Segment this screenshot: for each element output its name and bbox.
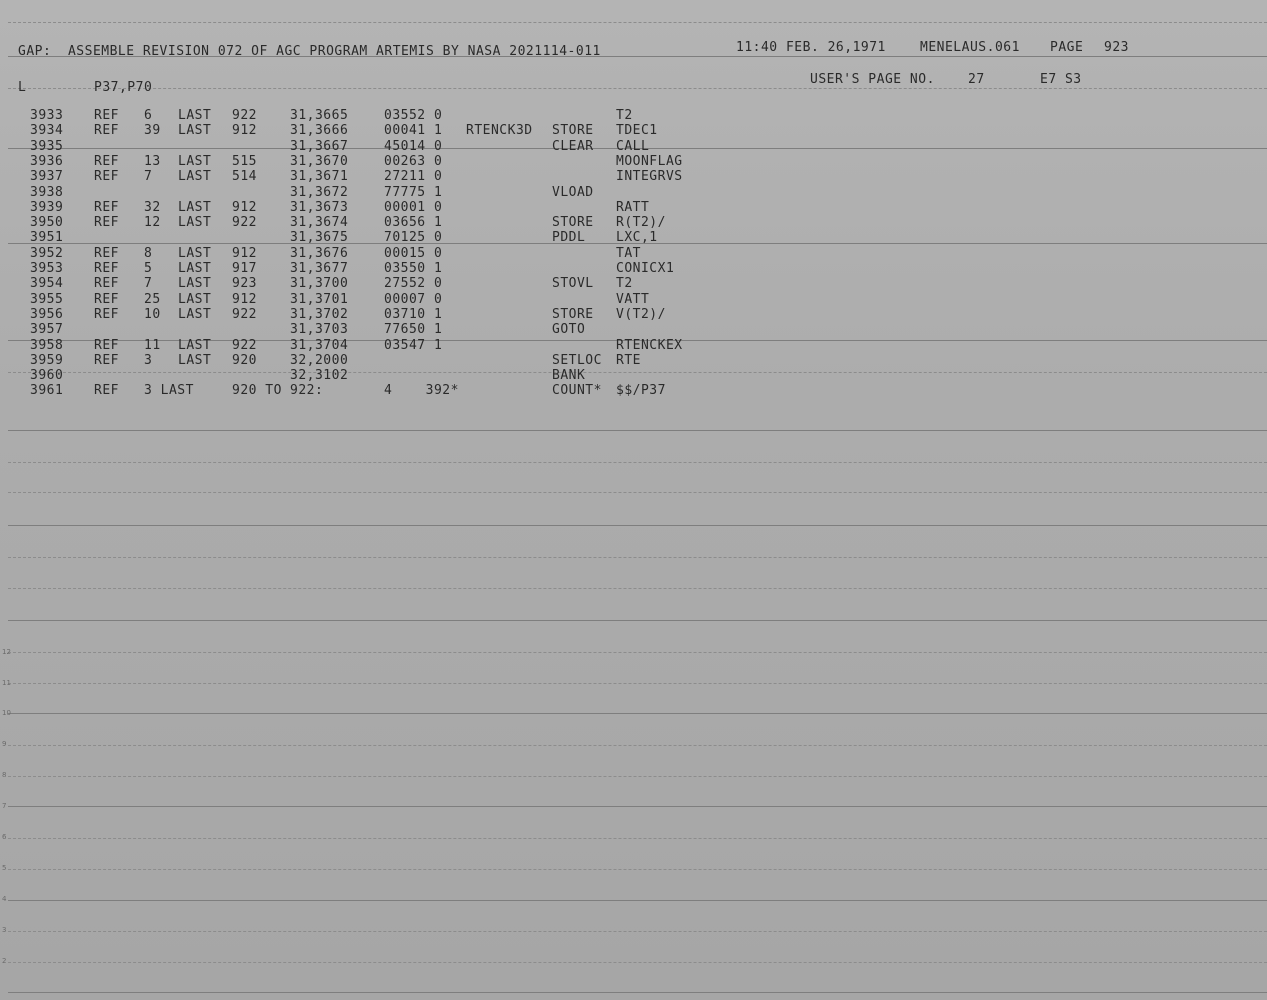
cell-last: LAST xyxy=(178,245,212,261)
cell-last: LAST xyxy=(178,276,212,292)
cell-addr: 31,3674 xyxy=(290,215,349,231)
table-row xyxy=(0,154,1267,169)
cell-page: 912 xyxy=(232,245,257,261)
cell-page: 922 xyxy=(232,306,257,322)
cell-operand: T2 xyxy=(616,108,633,123)
log-section: P37,P70 xyxy=(94,80,153,95)
source-name: MENELAUS.061 xyxy=(920,40,1020,55)
cell-line: 3955 xyxy=(30,291,64,307)
table-row xyxy=(0,139,1267,154)
cell-last: LAST xyxy=(178,123,212,139)
users-page-label: USER'S PAGE NO. xyxy=(810,72,935,87)
cell-line: 3937 xyxy=(30,169,64,185)
cell-addr: 31,3670 xyxy=(290,153,349,169)
cell-label: RTENCK3D xyxy=(466,123,533,139)
cell-ref: REF xyxy=(94,153,119,169)
margin-number: 4 xyxy=(2,895,7,903)
cell-operand: TAT xyxy=(616,245,641,261)
cell-addr: 31,3665 xyxy=(290,108,349,123)
cell-operand: V(T2)/ xyxy=(616,306,666,322)
cell-count: 32 xyxy=(144,199,161,215)
cell-count: 7 xyxy=(144,276,153,292)
table-row xyxy=(0,322,1267,337)
cell-count: 7 xyxy=(144,169,153,185)
table-row xyxy=(0,185,1267,200)
cell-ref: REF xyxy=(94,108,119,123)
cell-word: 03550 1 xyxy=(384,261,443,276)
cell-ref: REF xyxy=(94,306,119,322)
cell-line: 3958 xyxy=(30,337,64,353)
margin-number: 3 xyxy=(2,926,7,934)
cell-ref: REF xyxy=(94,352,119,368)
cell-word: 03656 1 xyxy=(384,215,443,231)
cell-last: LAST xyxy=(178,306,212,322)
cell-ref: REF xyxy=(94,276,119,292)
cell-line: 3953 xyxy=(30,261,64,276)
margin-number: 10 xyxy=(2,709,11,717)
cell-line: 3951 xyxy=(30,230,64,246)
cell-line: 3954 xyxy=(30,276,64,292)
cell-page: 922 xyxy=(232,215,257,231)
page-label: PAGE xyxy=(1050,40,1084,55)
cell-count: 3 xyxy=(144,352,153,368)
cell-op: STORE xyxy=(552,306,594,322)
cell-ref: REF xyxy=(94,337,119,353)
cell-addr: 32,2000 xyxy=(290,352,349,368)
left-mark: L xyxy=(18,80,27,95)
cell-op: COUNT* xyxy=(552,383,602,399)
cell-last: LAST xyxy=(178,215,212,231)
margin-number: 12 xyxy=(2,648,11,656)
cell-ref: REF xyxy=(94,123,119,139)
cell-count: 10 xyxy=(144,306,161,322)
cell-ref: REF xyxy=(94,199,119,215)
cell-last: LAST xyxy=(178,108,212,123)
cell-operand: CALL xyxy=(616,138,650,154)
cell-count: 39 xyxy=(144,123,161,139)
cell-count: 25 xyxy=(144,291,161,307)
cell-count: 3 LAST xyxy=(144,383,194,399)
cell-page: 922 xyxy=(232,108,257,123)
cell-last: LAST xyxy=(178,337,212,353)
cell-word: 00007 0 xyxy=(384,291,443,307)
cell-addr: 31,3703 xyxy=(290,322,349,338)
cell-addr: 31,3701 xyxy=(290,291,349,307)
cell-addr: 31,3675 xyxy=(290,230,349,246)
cell-ref: REF xyxy=(94,383,119,399)
cell-operand: TDEC1 xyxy=(616,123,658,139)
table-row xyxy=(0,261,1267,276)
cell-operand: VATT xyxy=(616,291,650,307)
cell-ref: REF xyxy=(94,245,119,261)
cell-op: CLEAR xyxy=(552,138,594,154)
cell-addr: 31,3677 xyxy=(290,261,349,276)
cell-operand: LXC,1 xyxy=(616,230,658,246)
cell-last: LAST xyxy=(178,291,212,307)
table-row xyxy=(0,123,1267,138)
cell-last: LAST xyxy=(178,153,212,169)
cell-count: 12 xyxy=(144,215,161,231)
cell-line: 3933 xyxy=(30,108,64,123)
cell-page: 912 xyxy=(232,123,257,139)
table-row xyxy=(0,353,1267,368)
cell-ref: REF xyxy=(94,169,119,185)
cell-word: 00263 0 xyxy=(384,153,443,169)
cell-op: VLOAD xyxy=(552,184,594,200)
cell-line: 3960 xyxy=(30,368,64,384)
cell-last: LAST xyxy=(178,261,212,276)
cell-line: 3938 xyxy=(30,184,64,200)
cell-page: 920 xyxy=(232,352,257,368)
cell-op: STORE xyxy=(552,215,594,231)
cell-addr: 31,3676 xyxy=(290,245,349,261)
table-row xyxy=(0,246,1267,261)
cell-operand: MOONFLAG xyxy=(616,153,683,169)
cell-line: 3957 xyxy=(30,322,64,338)
cell-line: 3952 xyxy=(30,245,64,261)
cell-word: 70125 0 xyxy=(384,230,443,246)
users-page-number: 27 xyxy=(968,72,985,87)
cell-op: STORE xyxy=(552,123,594,139)
section-code: E7 S3 xyxy=(1040,72,1082,87)
cell-addr: 31,3700 xyxy=(290,276,349,292)
cell-page: 923 xyxy=(232,276,257,292)
cell-word: 00015 0 xyxy=(384,245,443,261)
cell-op: BANK xyxy=(552,368,586,384)
cell-addr: 31,3666 xyxy=(290,123,349,139)
cell-op: PDDL xyxy=(552,230,586,246)
cell-page: 917 xyxy=(232,261,257,276)
cell-word: 4 392* xyxy=(384,383,459,399)
cell-addr: 31,3667 xyxy=(290,138,349,154)
cell-word: 03710 1 xyxy=(384,306,443,322)
cell-operand: RTENCKEX xyxy=(616,337,683,353)
cell-line: 3950 xyxy=(30,215,64,231)
cell-addr: 922: xyxy=(290,383,324,399)
cell-line: 3956 xyxy=(30,306,64,322)
margin-number: 5 xyxy=(2,864,7,872)
margin-number: 8 xyxy=(2,771,7,779)
cell-ref: REF xyxy=(94,261,119,276)
margin-number: 7 xyxy=(2,802,7,810)
table-row xyxy=(0,383,1267,398)
cell-last: LAST xyxy=(178,169,212,185)
cell-word: 27211 0 xyxy=(384,169,443,185)
cell-word: 00001 0 xyxy=(384,199,443,215)
table-row xyxy=(0,200,1267,215)
table-row xyxy=(0,276,1267,291)
cell-line: 3936 xyxy=(30,153,64,169)
cell-ref: REF xyxy=(94,291,119,307)
cell-op: SETLOC xyxy=(552,352,602,368)
cell-line: 3959 xyxy=(30,352,64,368)
cell-ref: REF xyxy=(94,215,119,231)
table-row xyxy=(0,368,1267,383)
cell-operand: INTEGRVS xyxy=(616,169,683,185)
cell-count: 6 xyxy=(144,108,153,123)
cell-word: 00041 1 xyxy=(384,123,443,139)
cell-operand: T2 xyxy=(616,276,633,292)
timestamp: 11:40 FEB. 26,1971 xyxy=(736,40,886,55)
cell-count: 13 xyxy=(144,153,161,169)
cell-line: 3934 xyxy=(30,123,64,139)
margin-number: 2 xyxy=(2,957,7,965)
assembly-title: GAP: ASSEMBLE REVISION 072 OF AGC PROGRAM ARTEMIS BY NASA 2021114-011 xyxy=(18,44,601,59)
cell-page: 912 xyxy=(232,291,257,307)
margin-number: 6 xyxy=(2,833,7,841)
cell-page: 912 xyxy=(232,199,257,215)
cell-addr: 31,3702 xyxy=(290,306,349,322)
cell-word: 03547 1 xyxy=(384,337,443,353)
margin-number: 9 xyxy=(2,740,7,748)
cell-addr: 31,3671 xyxy=(290,169,349,185)
cell-line: 3939 xyxy=(30,199,64,215)
cell-addr: 31,3673 xyxy=(290,199,349,215)
table-row xyxy=(0,230,1267,245)
table-row xyxy=(0,215,1267,230)
cell-word: 45014 0 xyxy=(384,138,443,154)
cell-page: 922 xyxy=(232,337,257,353)
cell-word: 27552 0 xyxy=(384,276,443,292)
cell-operand: CONICX1 xyxy=(616,261,675,276)
cell-count: 11 xyxy=(144,337,161,353)
cell-page: 920 TO xyxy=(232,383,282,399)
table-row xyxy=(0,338,1267,353)
cell-operand: RTE xyxy=(616,352,641,368)
cell-operand: R(T2)/ xyxy=(616,215,666,231)
cell-last: LAST xyxy=(178,199,212,215)
cell-op: GOTO xyxy=(552,322,586,338)
cell-word: 77650 1 xyxy=(384,322,443,338)
cell-count: 5 xyxy=(144,261,153,276)
cell-page: 514 xyxy=(232,169,257,185)
cell-count: 8 xyxy=(144,245,153,261)
cell-addr: 31,3704 xyxy=(290,337,349,353)
cell-line: 3961 xyxy=(30,383,64,399)
cell-word: 03552 0 xyxy=(384,108,443,123)
cell-word: 77775 1 xyxy=(384,184,443,200)
cell-line: 3935 xyxy=(30,138,64,154)
table-row xyxy=(0,307,1267,322)
page-number: 923 xyxy=(1104,40,1129,55)
margin-number: 11 xyxy=(2,679,11,687)
table-row xyxy=(0,108,1267,123)
cell-addr: 32,3102 xyxy=(290,368,349,384)
cell-operand: $$/P37 xyxy=(616,383,666,399)
cell-last: LAST xyxy=(178,352,212,368)
table-row xyxy=(0,292,1267,307)
cell-addr: 31,3672 xyxy=(290,184,349,200)
table-row xyxy=(0,169,1267,184)
cell-op: STOVL xyxy=(552,276,594,292)
cell-page: 515 xyxy=(232,153,257,169)
cell-operand: RATT xyxy=(616,199,650,215)
